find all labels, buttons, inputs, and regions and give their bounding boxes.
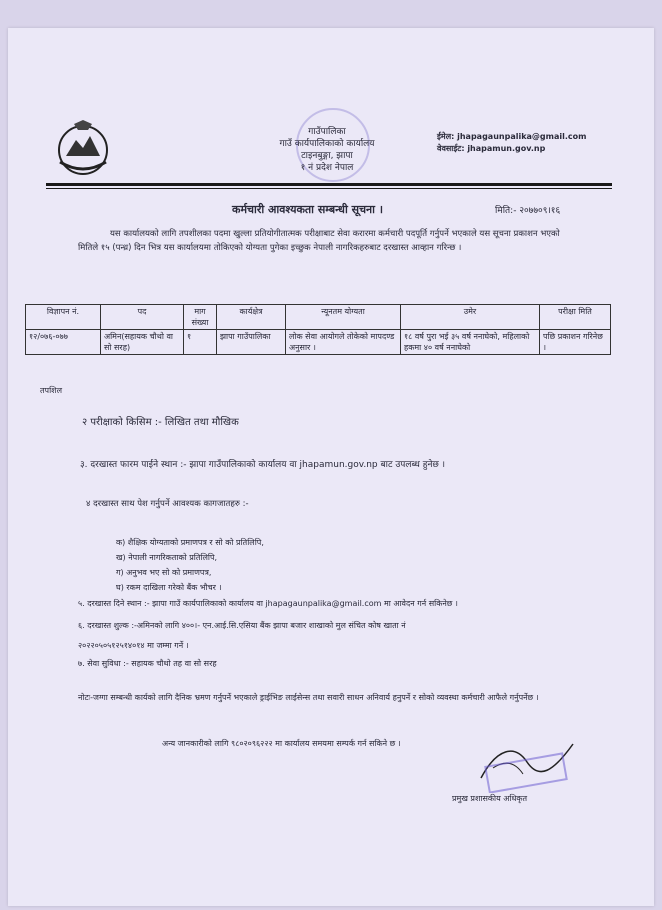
contact-info <box>437 131 586 155</box>
col-qualification: न्यूनतम योग्यता <box>286 305 401 330</box>
email-text: ईमेल: jhapagaunpalika@gmail.com <box>437 132 587 141</box>
form-location: ३. दरखास्त फारम पाईने स्थान :- झापा गाउँपालिकाको कार्यालय वा jhapamun.gov.np बाट उपलब्ध हुनेछ । <box>80 460 446 470</box>
doc-item-a: क) शैक्षिक योग्यताको प्रमाणपत्र र सो को प्रतिलिपि, <box>116 538 264 547</box>
cell-advert-no: १२/०७६-०७७ <box>26 330 101 355</box>
website-text: वेवसाईट: jhapamun.gov.np <box>437 144 546 153</box>
office-line-3: टाइनबुङ्गा, झापा <box>301 151 353 161</box>
col-post: पद <box>101 305 184 330</box>
doc-item-c: ग) अनुभव भए सो को प्रमाणपत्र, <box>116 568 212 577</box>
header-rule <box>46 183 612 186</box>
details-heading: तपशिल <box>40 386 63 395</box>
nepal-emblem-icon <box>52 118 114 178</box>
cell-age: १८ वर्ष पुरा भई ३५ वर्ष ननाघेको, महिलाको हकमा ४० वर्ष ननाघेको <box>401 330 540 355</box>
contact-text: अन्य जानकारीको लागि ९८०२०९६२२२ मा कार्यालय समयमा सम्पर्क गर्न सकिने छ । <box>162 739 401 748</box>
cell-post: अमिन(सहायक चौथो वा सो सरह) <box>101 330 184 355</box>
office-line-2: गाउँ कार्यपालिकाको कार्यालय <box>279 139 375 149</box>
notice-date: मिति:- २०७७०९।१६ <box>495 206 561 216</box>
doc-item-d: घ) रकम दाखिला गरेको बैंक भौचर । <box>116 583 222 592</box>
application-fee: ६. दरखास्त शुल्क :-अमिनको लागि ४००।- एन.आई.सि.एसिया बैंक झापा बजार शाखाको मुल संचित कोष खाता नं <box>78 621 406 630</box>
required-docs-heading: ४ दरखास्त साथ पेश गर्नुपर्ने आवश्यक कागजातहरु :- <box>86 499 249 509</box>
col-workplace: कार्यक्षेत्र <box>217 305 286 330</box>
col-advert-no: विज्ञापन नं. <box>26 305 101 330</box>
cell-qualification: लोक सेवा आयोगले तोकेको मापदण्ड अनुसार । <box>286 330 401 355</box>
account-number: २०२२०५०५१२५१४०१४ मा जम्मा गर्ने । <box>78 641 189 650</box>
note-text: नोटः-जग्गा सम्बन्धी कार्यको लागि दैनिक भ्रमण गर्नुपर्ने भएकाले ड्राईभिङ लाईसेन्स तथा सवारी साधन अनिवार्य हनुपर्ने र सोको व्यवस्था कर्मचारी आफैले गर्नुपर्नेछ । <box>78 693 539 702</box>
cell-exam-date: पछि प्रकाशन गरिनेछ । <box>540 330 611 355</box>
cell-quota: १ <box>184 330 217 355</box>
table-header-row <box>26 305 611 330</box>
office-name <box>262 126 392 174</box>
table-row <box>26 330 611 355</box>
office-line-4: १ नं प्रदेश नेपाल <box>300 163 354 173</box>
service-benefit: ७. सेवा सुविधा :- सहायक चौथो तह वा सो सरह <box>78 659 217 668</box>
col-exam-date: परीक्षा मिति <box>540 305 611 330</box>
doc-item-b: ख) नेपाली नागरिकताको प्रतिलिपि, <box>116 553 218 562</box>
col-age: उमेर <box>401 305 540 330</box>
signature-label: प्रमुख प्रशासकीय अधिकृत <box>452 794 528 803</box>
exam-type: २ परीक्षाको किसिम :- लिखित तथा मौखिक <box>82 417 239 428</box>
cell-workplace: झापा गाउँपालिका <box>217 330 286 355</box>
col-quota: माग संख्या <box>184 305 217 330</box>
vacancy-table <box>25 304 611 355</box>
signature-stamp <box>475 738 585 793</box>
notice-intro: यस कार्यालयको लागि तपशीलका पदमा खुल्ला प्रतियोगीतात्मक परीक्षाबाट सेवा करारमा कर्मचारी पदपूर्ति गर्नुपर्ने भएकाले यस सूचना प्रकाशन भएको मितिले १५ (पन्ध्र) दिन भित्र यस कार्यालयमा तोकिएको योग्यता पुगेका इच्छुक नेपाली नागरिकहरुबाट दरखास्त आव्हान गरिन्छ । <box>78 229 560 253</box>
header-rule-thin <box>46 188 612 189</box>
submission-place: ५. दरखास्त दिने स्थान :- झापा गाउँ कार्यपालिकाको कार्यालय वा jhapagaunpalika@gmail.com मा आवेदन गर्न सकिनेछ । <box>78 599 458 608</box>
notice-title: कर्मचारी आवश्यकता सम्बन्धी सूचना । <box>232 203 384 216</box>
office-line-1: गाउँपालिका <box>308 127 346 137</box>
